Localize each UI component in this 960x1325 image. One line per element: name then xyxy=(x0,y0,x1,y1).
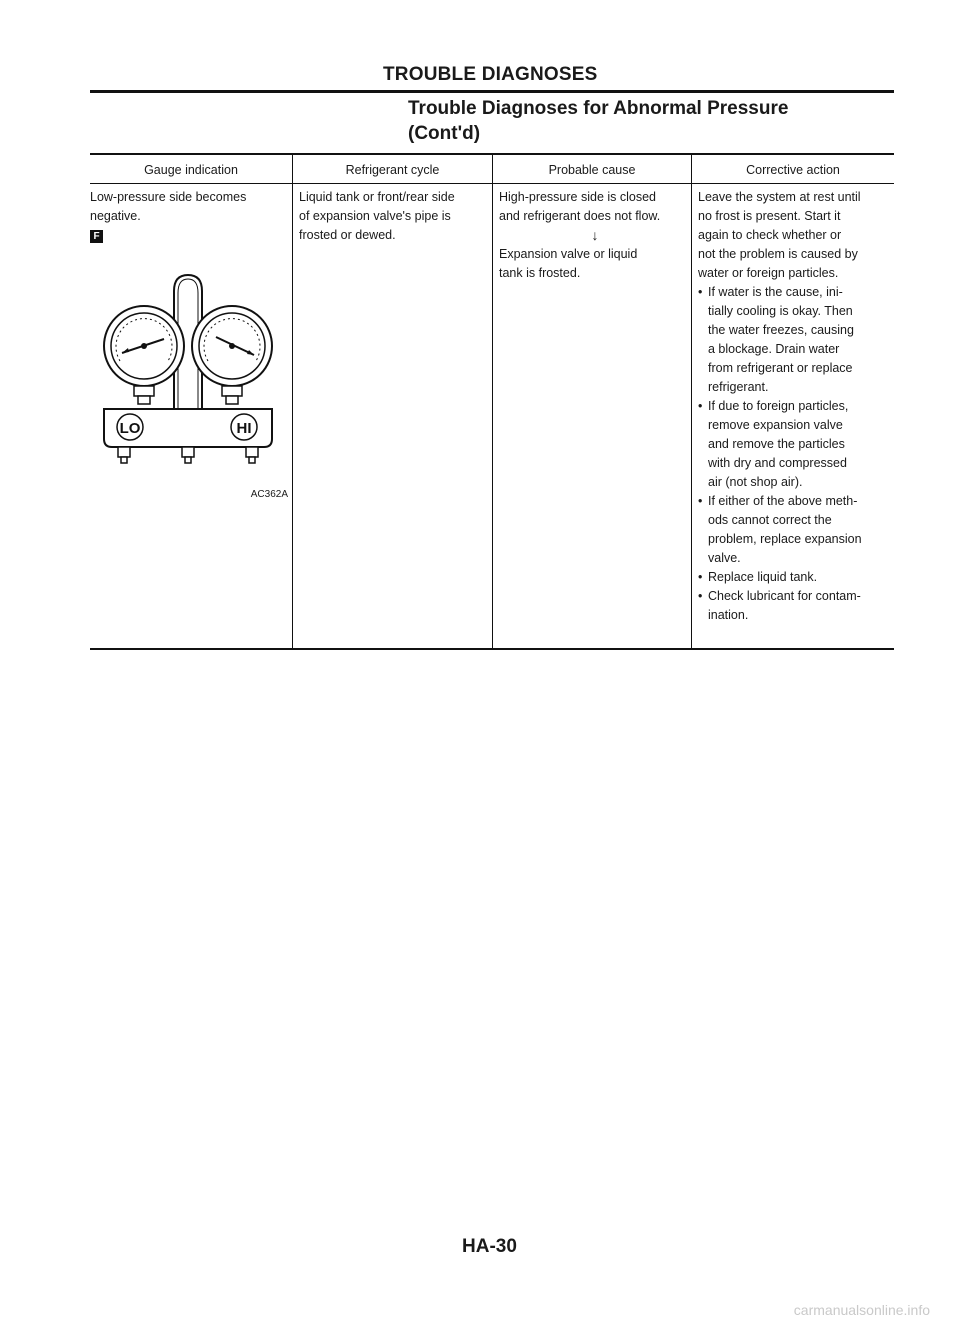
cell-probable-cause xyxy=(492,184,691,648)
cell-gauge-indication xyxy=(90,184,292,648)
action-line: Leave the system at rest until xyxy=(698,190,861,204)
high-gauge-icon xyxy=(192,306,272,404)
bullet-item xyxy=(698,283,894,397)
bullet-line: refrigerant. xyxy=(708,380,769,394)
cause-line: and refrigerant does not flow. xyxy=(499,209,661,223)
bullet-line: If either of the above meth- xyxy=(708,494,858,508)
header-corrective-action: Corrective action xyxy=(691,155,894,183)
bullet-icon: • xyxy=(698,570,703,584)
page-title-line: Trouble Diagnoses for Abnormal Pressure xyxy=(408,98,789,119)
cycle-line: Liquid tank or front/rear side xyxy=(299,190,455,204)
bullet-line: problem, replace expansion xyxy=(708,532,862,546)
low-gauge-icon xyxy=(104,306,184,404)
cycle-line: frosted or dewed. xyxy=(299,228,396,242)
header-probable-cause: Probable cause xyxy=(492,155,691,183)
bullet-item xyxy=(698,492,894,568)
bullet-line: the water freezes, causing xyxy=(708,323,854,337)
bullet-line: and remove the particles xyxy=(708,437,845,451)
bullet-line: ination. xyxy=(708,608,749,622)
action-line: not the problem is caused by xyxy=(698,247,858,261)
manifold-gauge-figure xyxy=(98,251,278,481)
action-line: no frost is present. Start it xyxy=(698,209,841,223)
cell-corrective-action xyxy=(691,184,894,648)
table-row xyxy=(90,184,894,648)
page-title xyxy=(408,96,848,146)
bullet-icon: • xyxy=(698,589,703,603)
f-badge-icon: F xyxy=(90,230,103,243)
watermark: carmanualsonline.info xyxy=(793,1302,930,1318)
bullet-line: a blockage. Drain water xyxy=(708,342,840,356)
lo-label: LO xyxy=(119,420,141,437)
action-line: water or foreign particles. xyxy=(698,266,839,280)
table-header-row xyxy=(90,155,894,183)
bullet-icon: • xyxy=(698,285,703,299)
cycle-line: of expansion valve's pipe is xyxy=(299,209,451,223)
diagnosis-table xyxy=(90,153,894,650)
bullet-line: If water is the cause, ini- xyxy=(708,285,843,299)
cause-line: tank is frosted. xyxy=(499,266,581,280)
cause-line: Expansion valve or liquid xyxy=(499,247,638,261)
bullet-line: Replace liquid tank. xyxy=(708,570,818,584)
bullet-line: ods cannot correct the xyxy=(708,513,832,527)
page-title-cont: (Cont'd) xyxy=(408,123,481,144)
bullet-line: If due to foreign particles, xyxy=(708,399,849,413)
bullet-line: with dry and compressed xyxy=(708,456,847,470)
cell-refrigerant-cycle xyxy=(292,184,492,648)
bullet-line: Check lubricant for contam- xyxy=(708,589,861,603)
bullet-line: remove expansion valve xyxy=(708,418,843,432)
bullet-icon: • xyxy=(698,494,703,508)
figure-code: AC362A xyxy=(250,489,288,500)
bullet-line: from refrigerant or replace xyxy=(708,361,853,375)
hi-label: HI xyxy=(236,420,252,437)
bullet-line: valve. xyxy=(708,551,741,565)
action-line: again to check whether or xyxy=(698,228,842,242)
gauge-text-line: Low-pressure side becomes xyxy=(90,190,247,204)
section-title: TROUBLE DIAGNOSES xyxy=(383,64,598,85)
header-refrigerant-cycle: Refrigerant cycle xyxy=(292,155,492,183)
bullet-line: tially cooling is okay. Then xyxy=(708,304,853,318)
bullet-line: air (not shop air). xyxy=(708,475,803,489)
title-rule xyxy=(90,90,894,93)
arrow-down-icon: ↓ xyxy=(591,227,599,243)
bullet-icon: • xyxy=(698,399,703,413)
page-number: HA-30 xyxy=(462,1236,517,1257)
table-bottom-rule xyxy=(90,648,894,650)
cause-line: High-pressure side is closed xyxy=(499,190,657,204)
bullet-item xyxy=(698,587,894,625)
header-gauge-indication: Gauge indication xyxy=(144,163,238,177)
bullet-item xyxy=(698,397,894,492)
bullet-item xyxy=(698,568,894,587)
gauge-text-line: negative. xyxy=(90,209,141,223)
